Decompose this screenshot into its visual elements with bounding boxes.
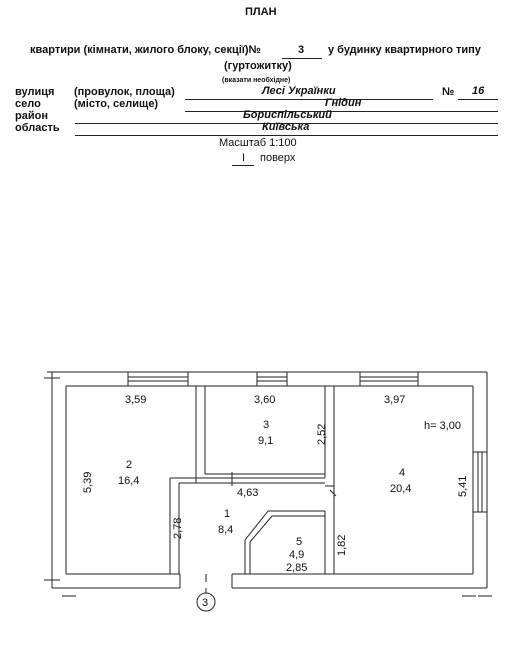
window-room2	[128, 372, 188, 386]
dim-room4-width: 3,97	[384, 394, 406, 406]
header-line1-suffix: у будинку квартирного типу	[328, 44, 481, 56]
scale-label: Масштаб 1:100	[219, 137, 297, 149]
room-1-number: 1	[224, 508, 231, 520]
wall-room2-room3	[196, 386, 205, 478]
height-note: h= 3,00	[424, 420, 462, 432]
window-room4	[360, 372, 418, 386]
street-label: вулиця	[15, 86, 55, 98]
region-value: Київська	[262, 121, 310, 133]
floor-number: I	[242, 152, 246, 164]
dim-room2-width: 3,59	[125, 394, 147, 406]
room-2-area: 16,4	[118, 475, 140, 487]
floor-label: поверх	[260, 152, 296, 164]
header-note: (вказати необхідне)	[222, 77, 291, 84]
street-sublabel: (провулок, площа)	[74, 86, 175, 98]
village-value: Гнідин	[325, 97, 362, 109]
village-sublabel: (місто, селище)	[74, 98, 159, 110]
header-line2: (гуртожитку)	[224, 60, 292, 72]
dim-room5-height: 1,82	[336, 534, 348, 556]
header-line1-prefix: квартири (кімнати, жилого блоку, секції)№	[30, 44, 261, 56]
wall-room3-room4	[325, 386, 334, 574]
district-label: район	[15, 110, 48, 122]
room-1-area: 8,4	[218, 524, 234, 536]
number-label: №	[442, 86, 455, 98]
dim-room3-height: 2,52	[316, 423, 328, 445]
room-3-number: 3	[263, 419, 270, 431]
room-4-number: 4	[399, 467, 406, 479]
dim-room1-height: 2,78	[172, 517, 184, 539]
dim-room4-height: 5,41	[457, 475, 469, 497]
dim-room3-width: 3,60	[254, 394, 276, 406]
district-value: Бориспільський	[243, 109, 332, 121]
dim-room1-width: 4,63	[237, 487, 259, 499]
street-value: Лесі Українки	[262, 85, 336, 97]
village-label: село	[15, 98, 41, 110]
window-room4-side	[473, 452, 487, 512]
entrance-marker-label: 3	[202, 597, 209, 609]
plan-title: ПЛАН	[245, 6, 277, 18]
region-label: область	[15, 122, 60, 134]
wall-room3-room1	[170, 474, 325, 483]
room-2-number: 2	[126, 459, 133, 471]
room-3-area: 9,1	[258, 435, 274, 447]
room-4-area: 20,4	[390, 483, 412, 495]
dim-room2-height: 5,39	[82, 471, 94, 493]
room-5-area: 4,9	[289, 549, 305, 561]
wall-room1-room5	[245, 511, 325, 574]
number-value: 16	[472, 85, 485, 97]
dim-room5-width: 2,85	[286, 562, 308, 574]
window-room3	[257, 372, 287, 386]
room-5-number: 5	[296, 536, 303, 548]
apartment-number: 3	[298, 44, 305, 56]
